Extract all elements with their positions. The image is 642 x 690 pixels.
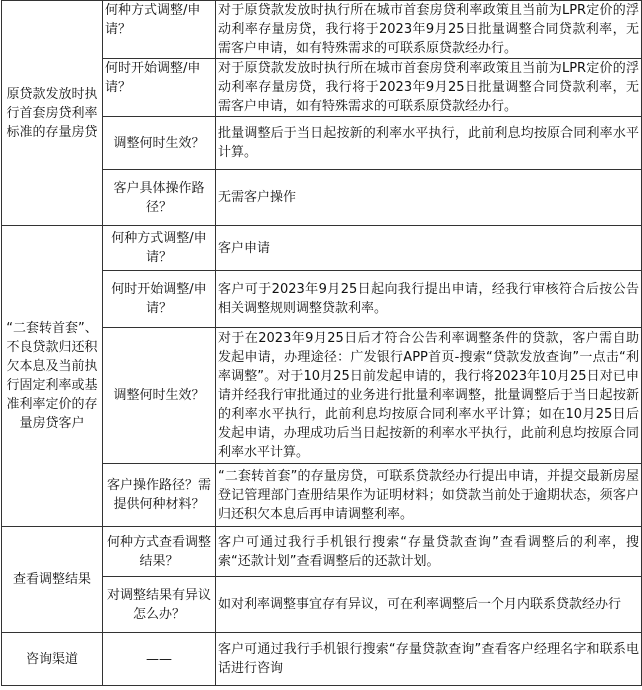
category-cell: 查看调整结果 [2,527,103,633]
category-cell: 原贷款发放时执行首套房贷利率标准的存量房贷 [2,1,103,226]
question-cell: 何种方式调整/申请？ [103,226,216,271]
question-cell: 何种方式查看调整结果？ [103,527,216,577]
question-cell: 何时开始调整/申请？ [103,271,216,328]
answer-cell: 批量调整后于当日起按新的利率水平执行，此前利息均按原合同利率水平计算。 [216,117,642,170]
answer-cell: 对于在2023年9月25日后才符合公告利率调整条件的贷款，客户需自助发起申请，办理途径：广发银行APP首页-搜索“贷款发放查询”一点击“利率调整”。对于10月25日前发起申请的，我行将2023年10月25日对已申请并经我行审批通过的业务进行批量利率调整，批量调整后于当日起按新的利率水平执行，此前利息均按原合同利率水平计算；如在10月25日后发起申请，办理成功后当日起按新的利率水平执行，此前利息均按原合同利率水平计算。 [216,328,642,464]
category-cell: “二套转首套”、不良贷款归还积欠本息及当前执行固定利率或基准利率定价的存量房贷客户 [2,226,103,527]
table-row [2,1,642,59]
table-row [2,527,642,577]
table-row [2,226,642,271]
question-cell: 客户操作路径？需提供何种材料？ [103,464,216,527]
answer-cell: 客户可通过我行手机银行搜索“存量贷款查询”查看调整后的利率，搜索“还款计划”查看调整后的还款计划。 [216,527,642,577]
question-cell: 何时开始调整/申请？ [103,59,216,117]
answer-cell: 客户可通过我行手机银行搜索“存量贷款查询”查看客户经理名字和联系电话进行咨询 [216,633,642,686]
answer-cell: 客户可于2023年9月25日起向我行提出申请，经我行审核符合后按公告相关调整规则调整贷款利率。 [216,271,642,328]
question-cell: 对调整结果有异议怎么办？ [103,577,216,633]
question-cell: 调整何时生效？ [103,117,216,170]
answer-cell: 对于原贷款发放时执行所在城市首套房贷利率政策且当前为LPR定价的浮动利率存量房贷，我行将于2023年9月25日批量调整合同贷款利率，无需客户申请，如有特殊需求的可联系原贷款经办行。 [216,59,642,117]
category-cell: 咨询渠道 [2,633,103,686]
answer-cell: 客户申请 [216,226,642,271]
loan-rate-adjustment-table [1,0,642,686]
answer-cell: 如对利率调整事宜存有异议，可在利率调整后一个月内联系贷款经办行 [216,577,642,633]
answer-cell: 无需客户操作 [216,170,642,226]
question-cell: —— [103,633,216,686]
answer-cell: 对于原贷款发放时执行所在城市首套房贷利率政策且当前为LPR定价的浮动利率存量房贷，我行将于2023年9月25日批量调整合同贷款利率，无需客户申请，如有特殊需求的可联系原贷款经办行。 [216,1,642,59]
question-cell: 调整何时生效？ [103,328,216,464]
question-cell: 何种方式调整/申请？ [103,1,216,59]
question-cell: 客户具体操作路径？ [103,170,216,226]
answer-cell: “二套转首套”的存量房贷，可联系贷款经办行提出申请，并提交最新房屋登记管理部门查册结果作为证明材料；如贷款当前处于逾期状态，须客户归还积欠本息后再申请调整利率。 [216,464,642,527]
table-row [2,633,642,686]
